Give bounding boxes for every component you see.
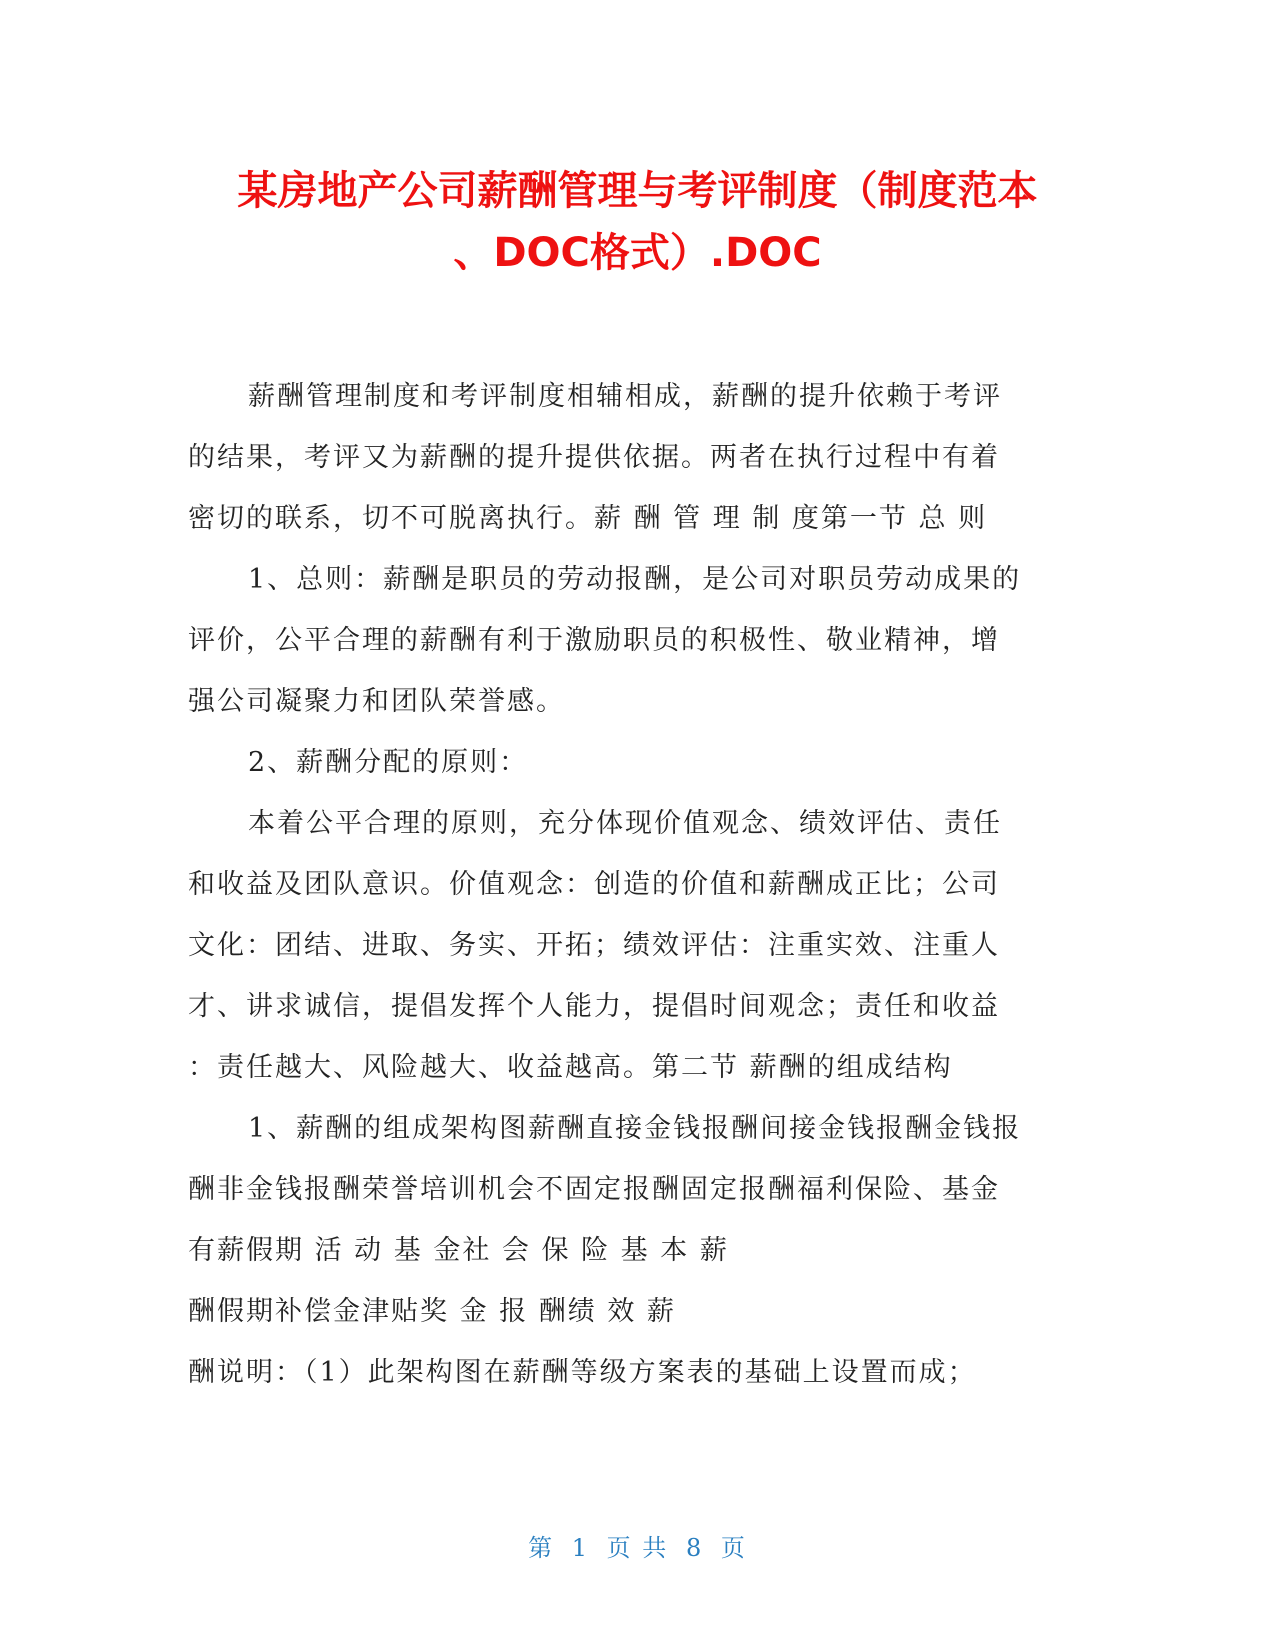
body-line: 评价，公平合理的薪酬有利于激励职员的积极性、敬业精神，增 [188, 625, 1000, 656]
body-line: 酬说明：（1）此架构图在薪酬等级方案表的基础上设置而成； [188, 1357, 977, 1388]
footer-label-end: 页 [720, 1534, 747, 1562]
footer-total-pages: 8 [685, 1534, 704, 1562]
body-line: 密切的联系，切不可脱离执行。薪 酬 管 理 制 度第一节 总 则 [188, 503, 988, 534]
page-footer [0, 1528, 1275, 1563]
footer-label-of: 页 共 [606, 1534, 669, 1562]
body-line: 有薪假期 活 动 基 金社 会 保 险 基 本 薪 [188, 1235, 729, 1266]
body-line: 才、讲求诚信，提倡发挥个人能力，提倡时间观念；责任和收益 [188, 991, 1000, 1022]
body-line: 酬假期补偿金津贴奖 金 报 酬绩 效 薪 [188, 1296, 676, 1327]
body-line: 酬非金钱报酬荣誉培训机会不固定报酬固定报酬福利保险、基金 [188, 1174, 1000, 1205]
document-body [188, 366, 1088, 1403]
body-line: 2、薪酬分配的原则： [248, 747, 529, 778]
footer-label-page: 第 [528, 1534, 555, 1562]
body-line: 本着公平合理的原则，充分体现价值观念、绩效评估、责任 [248, 808, 1002, 839]
body-line: 1、总则：薪酬是职员的劳动报酬，是公司对职员劳动成果的 [248, 564, 1022, 595]
body-line: 文化：团结、进取、务实、开拓；绩效评估：注重实效、注重人 [188, 930, 1000, 961]
document-title-line-2: 、DOC格式）.DOC [453, 230, 822, 276]
body-line: 强公司凝聚力和团队荣誉感。 [188, 686, 565, 717]
body-line: 1、薪酬的组成架构图薪酬直接金钱报酬间接金钱报酬金钱报 [248, 1113, 1022, 1144]
body-line: 和收益及团队意识。价值观念：创造的价值和薪酬成正比；公司 [188, 869, 1000, 900]
body-line: 薪酬管理制度和考评制度相辅相成，薪酬的提升依赖于考评 [248, 381, 1002, 412]
footer-current-page: 1 [571, 1534, 590, 1562]
body-line: ：责任越大、风险越大、收益越高。第二节 薪酬的组成结构 [188, 1052, 953, 1083]
document-title-line-1: 某房地产公司薪酬管理与考评制度（制度范本 [237, 168, 1038, 214]
body-line: 的结果，考评又为薪酬的提升提供依据。两者在执行过程中有着 [188, 442, 1000, 473]
